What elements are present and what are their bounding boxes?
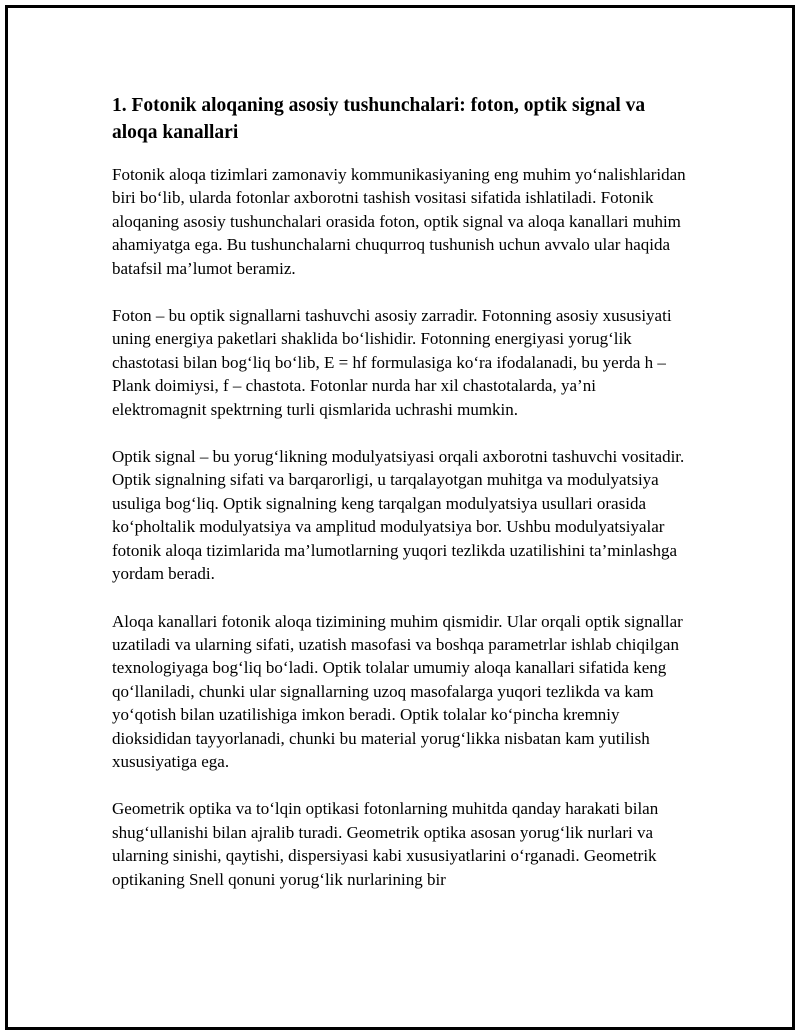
section-title: 1. Fotonik aloqaning asosiy tushunchalari: foton, optik signal va aloqa kanallari <box>112 95 646 143</box>
paragraph-intro: Fotonik aloqa tizimlari zamonaviy kommunikasiyaning eng muhim yo‘nalishlaridan biri bo‘lib, ularda fotonlar axborotni tashish vositasi sifatida ishlatiladi. Fotonik aloqaning asosiy tushunchalari orasida foton, optik signal va aloqa kanallari muhim ahamiyatga ega. Bu tushunchalarni chuqurroq tushunish uchun avvalo ular haqida batafsil ma’lumot beramiz. <box>112 165 686 278</box>
paragraph-geometric-optics: Geometrik optika va to‘lqin optikasi fotonlarning muhitda qanday harakati bilan shug‘ullanishi bilan ajralib turadi. Geometrik optika asosan yorug‘lik nurlari va ularning sinishi, qaytishi, dispersiyasi kabi xususiyatlarini o‘rganadi. Geometrik optikaning Snell qonuni yorug‘lik nurlarining bir <box>112 799 659 889</box>
paragraph-channels: Aloqa kanallari fotonik aloqa tizimining muhim qismidir. Ular orqali optik signallar uzatiladi va ularning sifati, uzatish masofasi va boshqa parametrlar ishlab chiqilgan texnologiyaga bog‘liq bo‘ladi. Optik tolalar umumiy aloqa kanallari sifatida keng qo‘llaniladi, chunki ular signallarning uzoq masofalarga yuqori tezlikda va kam yo‘qotish bilan uzatilishiga imkon beradi. Optik tolalar ko‘pincha kremniy dioksididan tayyorlanadi, chunki bu material yorug‘likka nisbatan kam yutilish xususiyatiga ega. <box>112 611 683 771</box>
paragraph-photon: Foton – bu optik signallarni tashuvchi asosiy zarradir. Fotonning asosiy xususiyati uning energiya paketlari shaklida bo‘lishidir. Fotonning energiyasi yorug‘lik chastotasi bilan bog‘liq bo‘lib, E = hf formulasiga ko‘ra ifodalanadi, bu yerda h – Plank doimiysi, f – chastota. Fotonlar nurda har xil chastotalarda, ya’ni elektromagnit spektrning turli qismlarida uchrashi mumkin. <box>112 306 672 419</box>
document-body <box>112 92 692 915</box>
paragraph-optical-signal: Optik signal – bu yorug‘likning modulyatsiyasi orqali axborotni tashuvchi vositadir. Optik signalning sifati va barqarorligi, u tarqalayotgan muhitga va modulyatsiya usuliga bog‘liq. Optik signalning keng tarqalgan modulyatsiya usullari orasida ko‘pholtalik modulyatsiya va amplitud modulyatsiya bor. Ushbu modulyatsiyalar fotonik aloqa tizimlarida ma’lumotlarning yuqori tezlikda uzatilishini ta’minlashga yordam beradi. <box>112 447 685 584</box>
